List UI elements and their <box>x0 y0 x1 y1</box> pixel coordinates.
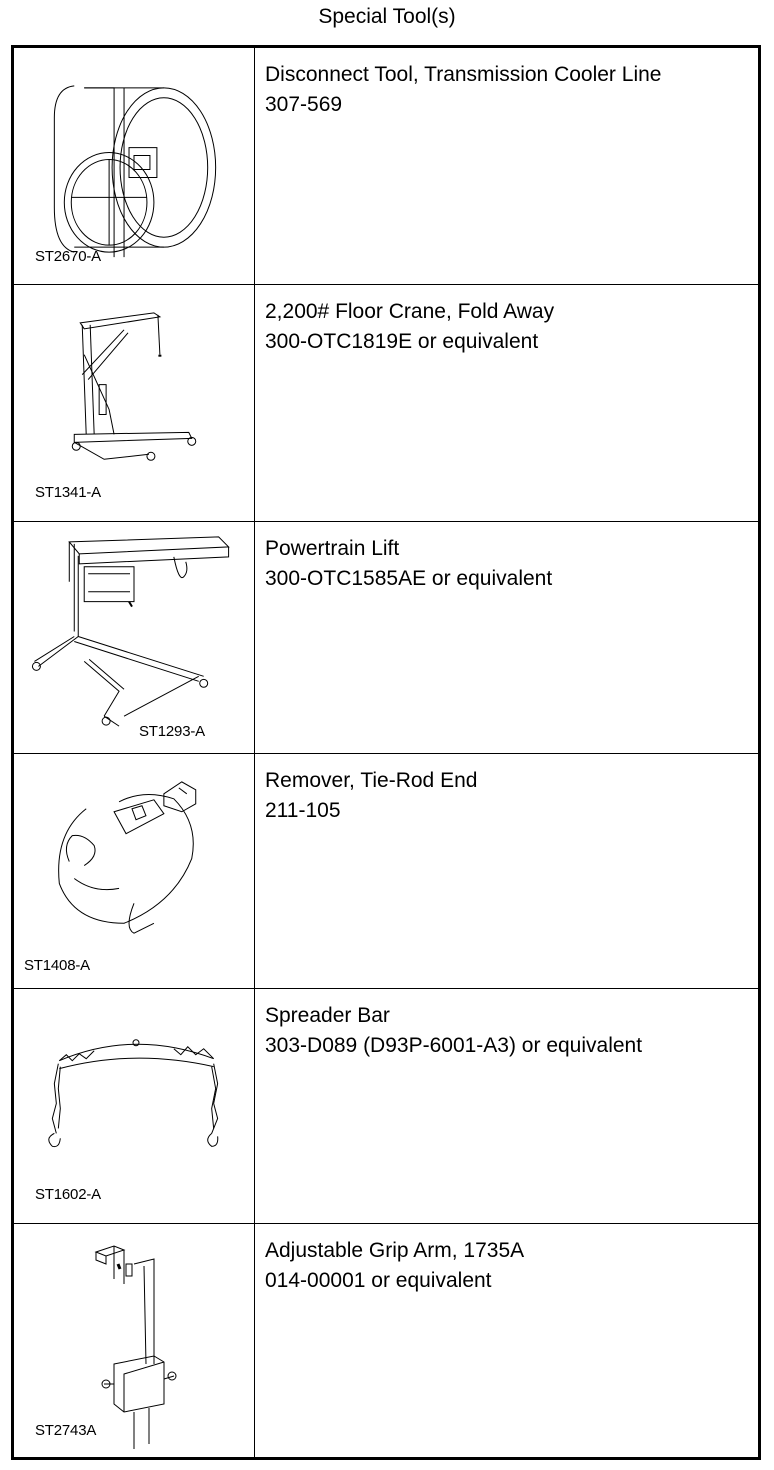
figure-id: ST1408-A <box>24 957 90 974</box>
tool-row <box>14 48 758 285</box>
tool-name: Adjustable Grip Arm, 1735A <box>265 1239 525 1262</box>
tool-description <box>255 522 758 753</box>
tool-description <box>255 285 758 521</box>
figure-id: ST2743A <box>35 1422 97 1439</box>
tool-description <box>255 48 758 284</box>
tool-row <box>14 285 758 522</box>
tool-image-cell <box>14 1224 255 1457</box>
tool-image-cell <box>14 522 255 753</box>
tool-name: Spreader Bar <box>265 1004 390 1027</box>
figure-id: ST1293-A <box>139 723 205 740</box>
tool-row <box>14 989 758 1224</box>
tool-part-number: 307-569 <box>265 93 343 116</box>
tool-part-number: 300-OTC1585AE or equivalent <box>265 567 553 590</box>
tool-part-number: 014-00001 or equivalent <box>265 1269 492 1292</box>
page-title: Special Tool(s) <box>318 5 456 28</box>
powertrain-lift-icon <box>14 522 254 753</box>
figure-id: ST2670-A <box>35 248 101 265</box>
tool-row <box>14 754 758 989</box>
tool-part-number: 211-105 <box>265 799 341 822</box>
tool-name: 2,200# Floor Crane, Fold Away <box>265 300 555 323</box>
special-tools-table <box>11 45 761 1460</box>
tool-description <box>255 1224 758 1457</box>
tie-rod-end-remover-icon <box>14 754 254 988</box>
tool-image-cell <box>14 754 255 988</box>
tool-part-number: 303-D089 (D93P-6001-A3) or equivalent <box>265 1034 643 1057</box>
tool-name: Remover, Tie-Rod End <box>265 769 478 792</box>
tool-description <box>255 989 758 1223</box>
tool-row <box>14 522 758 754</box>
tool-image-cell <box>14 989 255 1223</box>
figure-id: ST1602-A <box>35 1186 101 1203</box>
tool-part-number: 300-OTC1819E or equivalent <box>265 330 539 353</box>
tool-name: Powertrain Lift <box>265 537 400 560</box>
tool-row <box>14 1224 758 1457</box>
tool-description <box>255 754 758 988</box>
figure-id: ST1341-A <box>35 484 101 501</box>
tool-image-cell <box>14 285 255 521</box>
tool-image-cell <box>14 48 255 284</box>
tool-name: Disconnect Tool, Transmission Cooler Line <box>265 63 662 86</box>
